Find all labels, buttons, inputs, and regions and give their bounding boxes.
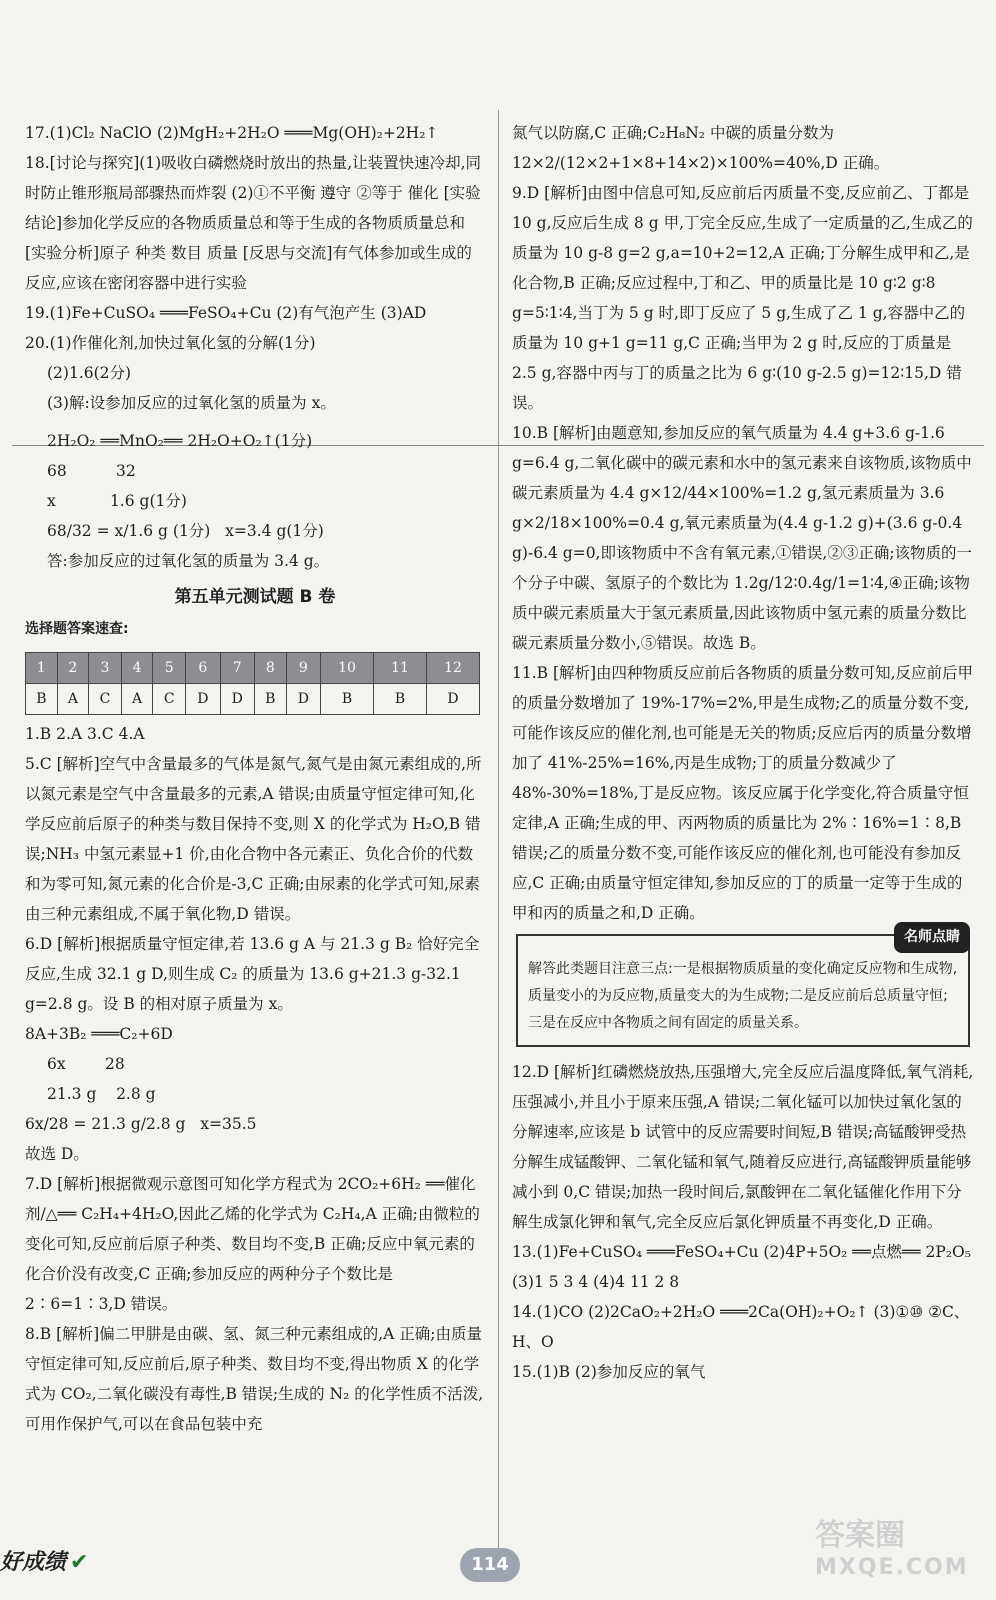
answer-18: 18.[讨论与探究](1)吸收白磷燃烧时放出的热量,让装置快速冷却,同时防止锥形瓶局部骤热而炸裂 (2)①不平衡 遵守 ②等于 催化 [实验结论]参加化学反应的各物质质量总和等于生成的各物质质量总和 [实验分析]原子 种类 数目 质量 [反思与交流]有气体参加或生成的反应,应该在密闭容器中进行实验: [25, 154, 482, 292]
answer-9: 9.D [解析]由图中信息可知,反应前后丙质量不变,反应前乙、丁都是 10 g,反应后生成 8 g 甲,丁完全反应,生成了一定质量的乙,生成乙的质量为 10 g-8 g=2 g,a=10+2=12,A 正确;丁分解生成甲和乙,是化合物,B 正确;反应过程中,丁和乙、甲的质量比是 10 g∶2 g∶8 g=5∶1∶4,当丁为 5 g 时,即丁反应了 5 g,生成了乙 1 g,容器中乙的质量为 10 g+1 g=11 g,C 正确;当甲为 2 g 时,反应的丁质量是 2.5 g,容器中丙与丁的质量之比为 6 g∶(10 g-2.5 g)=12∶15,D 错误。: [512, 184, 973, 412]
q20-ratio-line: 68 32: [47, 462, 136, 480]
answer-table-number: 8: [254, 653, 286, 684]
brand-logo: [0, 1545, 88, 1576]
answer-table-number: 12: [426, 653, 479, 684]
answer-table-number: 11: [374, 653, 427, 684]
q6-conclusion: 故选 D。: [25, 1145, 89, 1163]
answer-table: [25, 652, 480, 715]
q20-equation: 2H₂O₂ ══MnO₂══ 2H₂O+O₂↑(1分): [47, 432, 313, 450]
answer-17: 17.(1)Cl₂ NaClO (2)MgH₂+2H₂O ═══Mg(OH)₂+2H₂↑: [25, 124, 439, 142]
answer-20-part3: (3)解:设参加反应的过氧化氢的质量为 x。: [47, 394, 336, 412]
answer-5: 5.C [解析]空气中含量最多的气体是氮气,氮气是由氮元素组成的,所以氮元素是空气中含量最多的元素,A 错误;由质量守恒定律可知,化学反应前后原子的种类与数目保持不变,则 X 的化学式为 H₂O,B 错误;NH₃ 中氢元素显+1 价,由化合物中各元素正、负化合价的代数和为零可知,氮元素的化合价是-3,C 正确;由尿素的化学式可知,尿素由三种元素组成,不属于氧化物,D 错误。: [25, 755, 482, 923]
q20-mass-line: x 1.6 g(1分): [47, 492, 187, 510]
section-title: 第五单元测试题 B 卷: [174, 587, 336, 607]
answer-table-answer: C: [153, 684, 186, 715]
answer-table-answer: C: [89, 684, 122, 715]
q6-mass-line: 21.3 g 2.8 g: [47, 1085, 156, 1103]
left-column: [25, 118, 485, 1439]
answer-8: 8.B [解析]偏二甲肼是由碳、氢、氮三种元素组成的,A 正确;由质量守恒定律可知,反应前后,原子种类、数目均不变,得出物质 X 的化学式为 CO₂,二氧化碳没有毒性,B 错误;生成的 N₂ 的化学性质不活泼,可用作保护气,可以在食品包装中充: [25, 1325, 484, 1433]
answer-11: 11.B [解析]由四种物质反应前后各物质的质量分数可知,反应前后甲的质量分数增加了 19%-17%=2%,甲是生成物;乙的质量分数不变,可能作该反应的催化剂,也可能是无关的物质;反应后丙的质量分数增加了 41%-25%=16%,丙是生成物;丁的质量分数减少了 48%-30%=18%,丁是反应物。该反应属于化学变化,符合质量守恒定律,A 正确;生成的甲、丙两物质的质量比为 2%∶16%=1∶8,B 错误;乙的质量分数不变,可能作该反应的催化剂,也可能没有参加反应,C 正确;由质量守恒定律知,参加反应的丁的质量一定等于生成的甲和丙的质量之和,D 正确。: [512, 664, 973, 922]
answer-13: 13.(1)Fe+CuSO₄ ═══FeSO₄+Cu (2)4P+5O₂ ══点燃══ 2P₂O₅ (3)1 5 3 4 (4)4 11 2 8: [512, 1243, 971, 1291]
right-column: [512, 118, 974, 1387]
answer-table-answer: D: [286, 684, 320, 715]
watermark-top: 答案圈: [815, 1518, 905, 1553]
answer-table-number: 2: [57, 653, 88, 684]
answer-table-number: 10: [321, 653, 374, 684]
answer-table-answer: B: [26, 684, 58, 715]
watermark: [815, 1520, 969, 1584]
tip-text: 解答此类题目注意三点:一是根据物质质量的变化确定反应物和生成物,质量变小的为反应物,质量变大的为生成物;二是反应前后总质量守恒;三是在反应中各物质之间有固定的质量关系。: [528, 961, 958, 1031]
answer-table-answer: B: [321, 684, 374, 715]
tip-badge: 名师点睛: [894, 922, 970, 953]
q6-equation: 8A+3B₂ ═══C₂+6D: [25, 1025, 173, 1043]
brand-text: 好成绩: [0, 1550, 67, 1575]
answer-table-answer: D: [426, 684, 479, 715]
answer-20-part2: (2)1.6(2分): [47, 364, 132, 382]
q20-conclusion: 答:参加反应的过氧化氢的质量为 3.4 g。: [47, 552, 330, 570]
answer-table-answer: D: [220, 684, 254, 715]
answer-table-number: 9: [286, 653, 320, 684]
answer-table-answer: B: [374, 684, 427, 715]
watermark-bottom: MXQE.COM: [815, 1555, 969, 1580]
answer-table-answer: A: [121, 684, 152, 715]
answer-20: 20.(1)作催化剂,加快过氧化氢的分解(1分): [25, 334, 316, 352]
answer-table-number: 4: [121, 653, 152, 684]
answer-19: 19.(1)Fe+CuSO₄ ═══FeSO₄+Cu (2)有气泡产生 (3)AD: [25, 304, 427, 322]
answer-10: 10.B [解析]由题意知,参加反应的氧气质量为 4.4 g+3.6 g-1.6 g=6.4 g,二氧化碳中的碳元素和水中的氢元素来自该物质,该物质中碳元素质量为 4.4 g×12/44×100%=1.2 g,氢元素质量为 3.6 g×2/18×100%=0.4 g,氧元素质量为(4.4 g-1.2 g)+(3.6 g-0.4 g)-6.4 g=0,即该物质中不含有氧元素,①错误,②③正确;该物质的一个分子中碳、氢原子的个数比为 1.2g/12∶0.4g/1=1∶4,④正确;该物质中碳元素质量大于氢元素质量,因此该物质中氢元素的质量分数比碳元素质量分数小,⑤错误。故选 B。: [512, 424, 973, 652]
answer-table-number: 3: [89, 653, 122, 684]
answer-table-answer: A: [57, 684, 88, 715]
answer-table-number: 5: [153, 653, 186, 684]
column-divider: [498, 110, 499, 1555]
answer-12: 12.D [解析]红磷燃烧放热,压强增大,完全反应后温度降低,氧气消耗,压强减小,并且小于原来压强,A 错误;二氧化锰可以加快过氧化氢的分解速率,应该是 b 试管中的反应需要时间短,B 错误;高锰酸钾受热分解生成锰酸钾、二氧化锰和氧气,随着反应进行,高锰酸钾质量能够减小到 0,C 错误;加热一段时间后,氯酸钾在二氧化锰催化作用下分解生成氯化钾和氧气,完全反应后氯化钾质量不再变化,D 正确。: [512, 1063, 974, 1231]
answer-6: 6.D [解析]根据质量守恒定律,若 13.6 g A 与 21.3 g B₂ 恰好完全反应,生成 32.1 g D,则生成 C₂ 的质量为 13.6 g+21.3 g-32.1 g=2.8 g。设 B 的相对原子质量为 x。: [25, 935, 480, 1013]
answer-table-number: 7: [220, 653, 254, 684]
q20-proportion: 68/32 = x/1.6 g (1分) x=3.4 g(1分): [47, 522, 324, 540]
page-number: 114: [460, 1548, 520, 1582]
answer-table-number: 1: [26, 653, 58, 684]
teacher-tip-box: [516, 929, 970, 1047]
answer-table-answer: B: [254, 684, 286, 715]
q6-ratio-line: 6x 28: [47, 1055, 125, 1073]
answer-table-number: 6: [186, 653, 220, 684]
answer-table-answer: D: [186, 684, 220, 715]
checkmark-icon: ✔: [70, 1550, 89, 1575]
answer-8-continued: 氮气以防腐,C 正确;C₂H₈N₂ 中碳的质量分数为 12×2/(12×2+1×8+14×2)×100%=40%,D 正确。: [512, 124, 890, 172]
answer-14: 14.(1)CO (2)2CaO₂+2H₂O ═══2Ca(OH)₂+O₂↑ (3)①⑩ ②C、H、O: [512, 1303, 970, 1351]
q6-proportion: 6x/28 = 21.3 g/2.8 g x=35.5: [25, 1115, 257, 1133]
answers-1-4: 1.B 2.A 3.C 4.A: [25, 725, 145, 743]
answer-7: 7.D [解析]根据微观示意图可知化学方程式为 2CO₂+6H₂ ══催化剂/△══ C₂H₄+4H₂O,因此乙烯的化学式为 C₂H₄,A 正确;由微粒的变化可知,反应前后原子种类、数目均不变,B 正确;反应中氧元素的化合价没有改变,C 正确;参加反应的两种分子个数比是 2∶6=1∶3,D 错误。: [25, 1175, 480, 1313]
answer-15: 15.(1)B (2)参加反应的氧气: [512, 1363, 706, 1381]
answer-table-label: 选择题答案速查:: [25, 621, 129, 637]
